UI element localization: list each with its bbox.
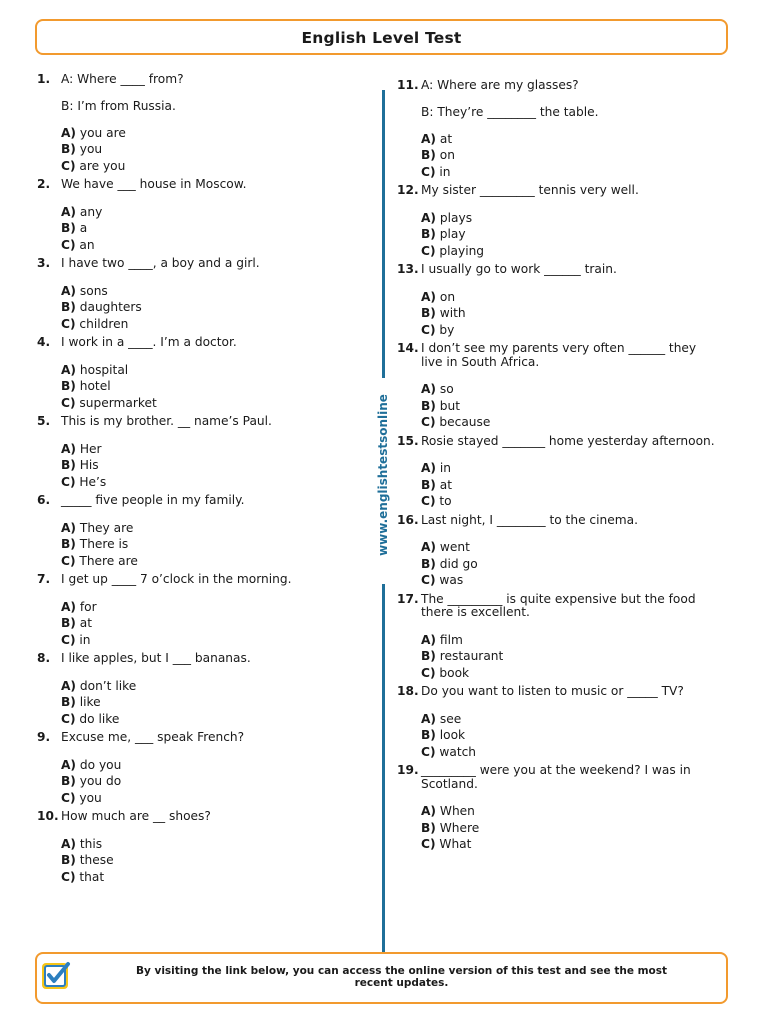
question-row [397, 685, 717, 699]
option-text: on [439, 148, 455, 162]
option-letter: B) [61, 221, 76, 235]
option-letter: A) [61, 204, 77, 219]
answer-options [421, 460, 717, 510]
option-letter: A) [61, 836, 77, 851]
option-letter: A) [61, 441, 77, 456]
answer-options [61, 441, 357, 491]
option-letter: A) [421, 382, 437, 396]
answer-option[interactable] [61, 632, 357, 649]
option-letter: A) [61, 678, 77, 693]
question-number: 10. [37, 809, 59, 823]
option-letter: B) [421, 148, 436, 162]
option-text: They are [79, 520, 134, 535]
question-number: 18. [397, 684, 419, 698]
question-item [37, 494, 357, 569]
option-text: with [439, 306, 466, 320]
answer-option[interactable] [61, 694, 357, 711]
option-letter: B) [421, 556, 436, 571]
question-item [37, 415, 357, 490]
answer-option[interactable] [421, 572, 717, 589]
option-letter: B) [421, 306, 436, 320]
option-text: you do [79, 774, 122, 788]
question-row [37, 415, 357, 429]
question-row [397, 764, 717, 791]
question-text: Excuse me, ___ speak French? [61, 730, 245, 744]
option-letter: C) [61, 869, 76, 884]
answer-options [421, 381, 717, 431]
option-text: you [79, 142, 103, 156]
option-letter: A) [421, 289, 437, 304]
option-text: that [79, 869, 105, 884]
option-text: so [439, 382, 454, 396]
footer-box [35, 952, 728, 1004]
option-letter: C) [421, 494, 436, 508]
question-text: I don’t see my parents very often ______ they live in South Africa. [421, 341, 697, 369]
option-text: to [439, 494, 452, 508]
option-text: a [79, 221, 88, 235]
option-letter: B) [421, 398, 436, 413]
option-letter: C) [61, 474, 76, 489]
option-text: plays [439, 210, 473, 225]
option-letter: C) [61, 711, 76, 726]
answer-option[interactable] [61, 852, 357, 869]
question-number: 7. [37, 572, 51, 586]
option-text: in [439, 461, 452, 475]
answer-option[interactable] [61, 711, 357, 728]
question-text: I have two ____, a boy and a girl. [61, 256, 260, 270]
answer-option[interactable] [61, 237, 357, 254]
option-letter: A) [421, 540, 437, 554]
answer-option[interactable] [421, 164, 717, 181]
question-row [37, 810, 357, 824]
question-number: 3. [37, 256, 51, 270]
option-letter: C) [421, 665, 436, 680]
answer-option[interactable] [61, 125, 357, 142]
option-letter: C) [421, 837, 436, 851]
option-text: for [79, 599, 97, 614]
answer-options [61, 362, 357, 412]
answer-option[interactable] [61, 599, 357, 616]
question-row [37, 731, 357, 745]
option-letter: B) [61, 853, 76, 867]
question-text: My sister _________ tennis very well. [421, 183, 639, 197]
option-letter: C) [421, 573, 436, 587]
answer-options [61, 757, 357, 807]
answer-options [421, 539, 717, 589]
question-number: 12. [397, 183, 419, 197]
option-letter: A) [421, 210, 437, 225]
option-letter: B) [421, 820, 436, 835]
option-text: on [439, 289, 456, 304]
answer-option[interactable] [61, 316, 357, 333]
answer-options [421, 210, 717, 260]
option-letter: C) [421, 322, 436, 337]
answer-option[interactable] [61, 378, 357, 395]
option-letter: C) [61, 158, 76, 173]
option-text: any [79, 204, 103, 219]
option-letter: C) [61, 316, 76, 331]
option-text: supermarket [79, 395, 157, 410]
question-text: How much are __ shoes? [61, 809, 211, 823]
question-item [37, 73, 357, 174]
option-text: film [439, 632, 463, 647]
answer-option[interactable] [61, 757, 357, 774]
option-letter: B) [61, 537, 76, 551]
option-text: because [439, 415, 491, 429]
question-number: 2. [37, 177, 51, 191]
question-subline: B: I’m from Russia. [61, 98, 176, 113]
question-number: 1. [37, 72, 51, 86]
option-letter: A) [61, 757, 77, 772]
question-item [37, 810, 357, 885]
answer-option[interactable] [61, 615, 357, 632]
answer-option[interactable] [61, 869, 357, 886]
header-box [35, 19, 728, 55]
option-text: this [79, 836, 103, 851]
question-text: I work in a ____. I’m a doctor. [61, 335, 237, 349]
answer-option[interactable] [421, 727, 717, 744]
option-letter: C) [421, 164, 436, 179]
answer-option[interactable] [421, 556, 717, 573]
answer-option[interactable] [61, 299, 357, 316]
option-text: hospital [79, 362, 129, 377]
option-letter: B) [61, 695, 76, 709]
answer-option[interactable] [61, 836, 357, 853]
question-text: This is my brother. __ name’s Paul. [61, 414, 272, 428]
answer-option[interactable] [61, 474, 357, 491]
answer-options [421, 803, 717, 853]
question-text: Last night, I ________ to the cinema. [421, 512, 638, 527]
option-text: play [439, 227, 466, 241]
answer-option[interactable] [61, 536, 357, 553]
answer-options [421, 131, 717, 181]
answer-option[interactable] [421, 820, 717, 837]
option-text: in [79, 632, 91, 647]
option-text: by [439, 322, 455, 337]
option-text: What [439, 837, 472, 851]
question-row [37, 494, 357, 508]
option-letter: B) [61, 300, 76, 314]
option-letter: C) [421, 243, 436, 258]
left-question-column [37, 73, 357, 889]
option-text: at [439, 477, 452, 492]
question-subline: B: They’re ________ the table. [421, 104, 599, 119]
option-text: at [439, 131, 453, 146]
answer-options [61, 125, 357, 175]
checkbox-check-icon [41, 960, 71, 990]
option-text: don’t like [79, 678, 137, 693]
question-row [37, 652, 357, 666]
answer-options [421, 289, 717, 339]
answer-option[interactable] [421, 493, 717, 510]
question-item [37, 652, 357, 727]
question-text: _________ were you at the weekend? I was in Scotland. [421, 763, 691, 791]
answer-options [421, 711, 717, 761]
answer-options [61, 678, 357, 728]
answer-option[interactable] [61, 204, 357, 221]
answer-option[interactable] [61, 141, 357, 158]
option-letter: A) [61, 362, 77, 377]
option-letter: A) [421, 461, 437, 475]
option-text: daughters [79, 300, 142, 314]
option-text: are you [79, 158, 126, 173]
question-number: 5. [37, 414, 51, 428]
answer-option[interactable] [61, 520, 357, 537]
answer-option[interactable] [61, 457, 357, 474]
option-text: There are [79, 553, 138, 568]
answer-option[interactable] [421, 711, 717, 728]
question-item [397, 435, 717, 510]
question-item [397, 342, 717, 431]
answer-options [61, 283, 357, 333]
option-text: at [79, 616, 92, 630]
question-row [37, 178, 357, 192]
answer-option[interactable] [421, 243, 717, 260]
question-row [397, 263, 717, 277]
question-row [397, 342, 717, 369]
question-number: 6. [37, 493, 51, 507]
question-number: 14. [397, 341, 419, 355]
option-text: children [79, 316, 129, 331]
option-text: sons [79, 283, 108, 298]
option-text: look [439, 728, 466, 742]
question-row [37, 257, 357, 271]
question-number: 15. [397, 433, 419, 448]
answer-option[interactable] [421, 131, 717, 148]
answer-option[interactable] [421, 744, 717, 761]
option-letter: A) [421, 711, 437, 726]
option-letter: C) [421, 415, 436, 429]
answer-option[interactable] [421, 381, 717, 398]
option-text: Where [439, 820, 480, 835]
question-row [397, 184, 717, 198]
option-letter: C) [61, 395, 76, 410]
answer-option[interactable] [421, 539, 717, 556]
option-text: There is [79, 537, 129, 551]
answer-option[interactable] [421, 648, 717, 665]
column-divider-bottom [382, 584, 385, 954]
question-item [397, 263, 717, 338]
option-text: you [79, 790, 102, 805]
question-text: We have ___ house in Moscow. [61, 177, 247, 191]
answer-option[interactable] [421, 414, 717, 431]
question-text: I usually go to work ______ train. [421, 262, 617, 276]
option-letter: C) [61, 790, 76, 805]
answer-option[interactable] [421, 803, 717, 820]
option-text: do like [79, 711, 120, 726]
answer-option[interactable] [421, 322, 717, 339]
answer-option[interactable] [61, 220, 357, 237]
answer-option[interactable] [61, 790, 357, 807]
page-title: English Level Test [301, 29, 462, 47]
question-item [397, 764, 717, 853]
answer-option[interactable] [421, 665, 717, 682]
answer-option[interactable] [61, 773, 357, 790]
option-text: an [79, 237, 95, 252]
option-text: in [439, 164, 451, 179]
answer-option[interactable] [421, 289, 717, 306]
option-text: went [439, 540, 470, 554]
question-text: Do you want to listen to music or _____ TV? [421, 684, 684, 698]
question-text: Rosie stayed _______ home yesterday afternoon. [421, 433, 715, 448]
answer-options [61, 836, 357, 886]
option-letter: A) [61, 520, 77, 535]
answer-option[interactable] [61, 395, 357, 412]
answer-option[interactable] [61, 362, 357, 379]
option-letter: C) [61, 632, 76, 647]
option-letter: B) [421, 227, 436, 241]
option-text: watch [439, 744, 477, 759]
option-letter: B) [421, 728, 436, 742]
option-letter: B) [61, 379, 76, 393]
option-text: like [79, 695, 101, 709]
option-letter: B) [61, 142, 76, 156]
question-row [397, 514, 717, 528]
option-text: these [79, 853, 114, 867]
answer-option[interactable] [421, 226, 717, 243]
right-question-column [397, 79, 717, 857]
question-number: 8. [37, 651, 51, 665]
option-text: playing [439, 243, 485, 258]
answer-options [421, 632, 717, 682]
option-text: you are [79, 125, 126, 140]
option-text: His [79, 458, 99, 472]
answer-options [61, 520, 357, 570]
option-letter: A) [61, 283, 77, 298]
option-letter: C) [421, 744, 436, 759]
question-number: 11. [397, 78, 419, 92]
question-item [397, 184, 717, 259]
answer-option[interactable] [421, 398, 717, 415]
question-number: 17. [397, 591, 419, 606]
question-text: A: Where ____ from? [61, 72, 184, 86]
question-number: 13. [397, 262, 419, 276]
answer-option[interactable] [61, 441, 357, 458]
option-text: hotel [79, 379, 111, 393]
answer-option[interactable] [421, 632, 717, 649]
question-row [397, 79, 717, 93]
question-text: The _________ is quite expensive but the food there is excellent. [421, 591, 696, 619]
option-letter: A) [421, 632, 437, 647]
option-letter: B) [61, 774, 76, 788]
answer-option[interactable] [421, 477, 717, 494]
question-item [37, 573, 357, 648]
option-letter: B) [421, 477, 436, 492]
question-row [397, 435, 717, 449]
question-row [37, 73, 357, 87]
question-text: I like apples, but I ___ bananas. [61, 651, 251, 665]
question-item [397, 79, 717, 180]
answer-option[interactable] [61, 553, 357, 570]
question-item [37, 178, 357, 253]
answer-option[interactable] [421, 147, 717, 164]
option-text: book [439, 665, 470, 680]
answer-option[interactable] [61, 158, 357, 175]
option-letter: A) [421, 131, 437, 146]
answer-options [61, 204, 357, 254]
question-item [37, 731, 357, 806]
question-item [397, 685, 717, 760]
option-letter: B) [61, 616, 76, 630]
question-text: A: Where are my glasses? [421, 78, 579, 92]
question-row [397, 593, 717, 620]
column-divider-top [382, 90, 385, 378]
option-text: was [439, 573, 464, 587]
footer-note: By visiting the link below, you can access the online version of this test and see the most recent updates. [135, 965, 668, 989]
option-text: but [439, 398, 460, 413]
option-letter: A) [421, 804, 437, 818]
question-row [37, 336, 357, 350]
answer-options [61, 599, 357, 649]
option-letter: B) [421, 649, 436, 663]
site-url-vertical[interactable]: www.englishtestsonline [376, 394, 390, 556]
answer-option[interactable] [61, 283, 357, 300]
option-text: Her [79, 441, 102, 456]
option-letter: A) [61, 599, 77, 614]
option-letter: B) [61, 458, 76, 472]
option-letter: C) [61, 553, 76, 568]
question-text: _____ five people in my family. [61, 493, 245, 507]
option-letter: C) [61, 237, 76, 252]
option-text: see [439, 711, 462, 726]
answer-option[interactable] [61, 678, 357, 695]
question-number: 16. [397, 512, 419, 527]
question-item [37, 336, 357, 411]
option-text: restaurant [439, 649, 504, 663]
question-number: 4. [37, 335, 51, 349]
question-number: 19. [397, 763, 419, 777]
question-item [397, 514, 717, 589]
answer-option[interactable] [421, 210, 717, 227]
question-item [37, 257, 357, 332]
option-text: When [439, 804, 475, 818]
question-number: 9. [37, 730, 51, 744]
option-text: do you [79, 757, 122, 772]
question-text: I get up ____ 7 o’clock in the morning. [61, 572, 292, 586]
option-letter: A) [61, 125, 77, 140]
option-text: He’s [79, 474, 107, 489]
answer-option[interactable] [421, 836, 717, 853]
answer-option[interactable] [421, 460, 717, 477]
option-text: did go [439, 556, 478, 571]
question-item [397, 593, 717, 682]
question-row [37, 573, 357, 587]
answer-option[interactable] [421, 305, 717, 322]
